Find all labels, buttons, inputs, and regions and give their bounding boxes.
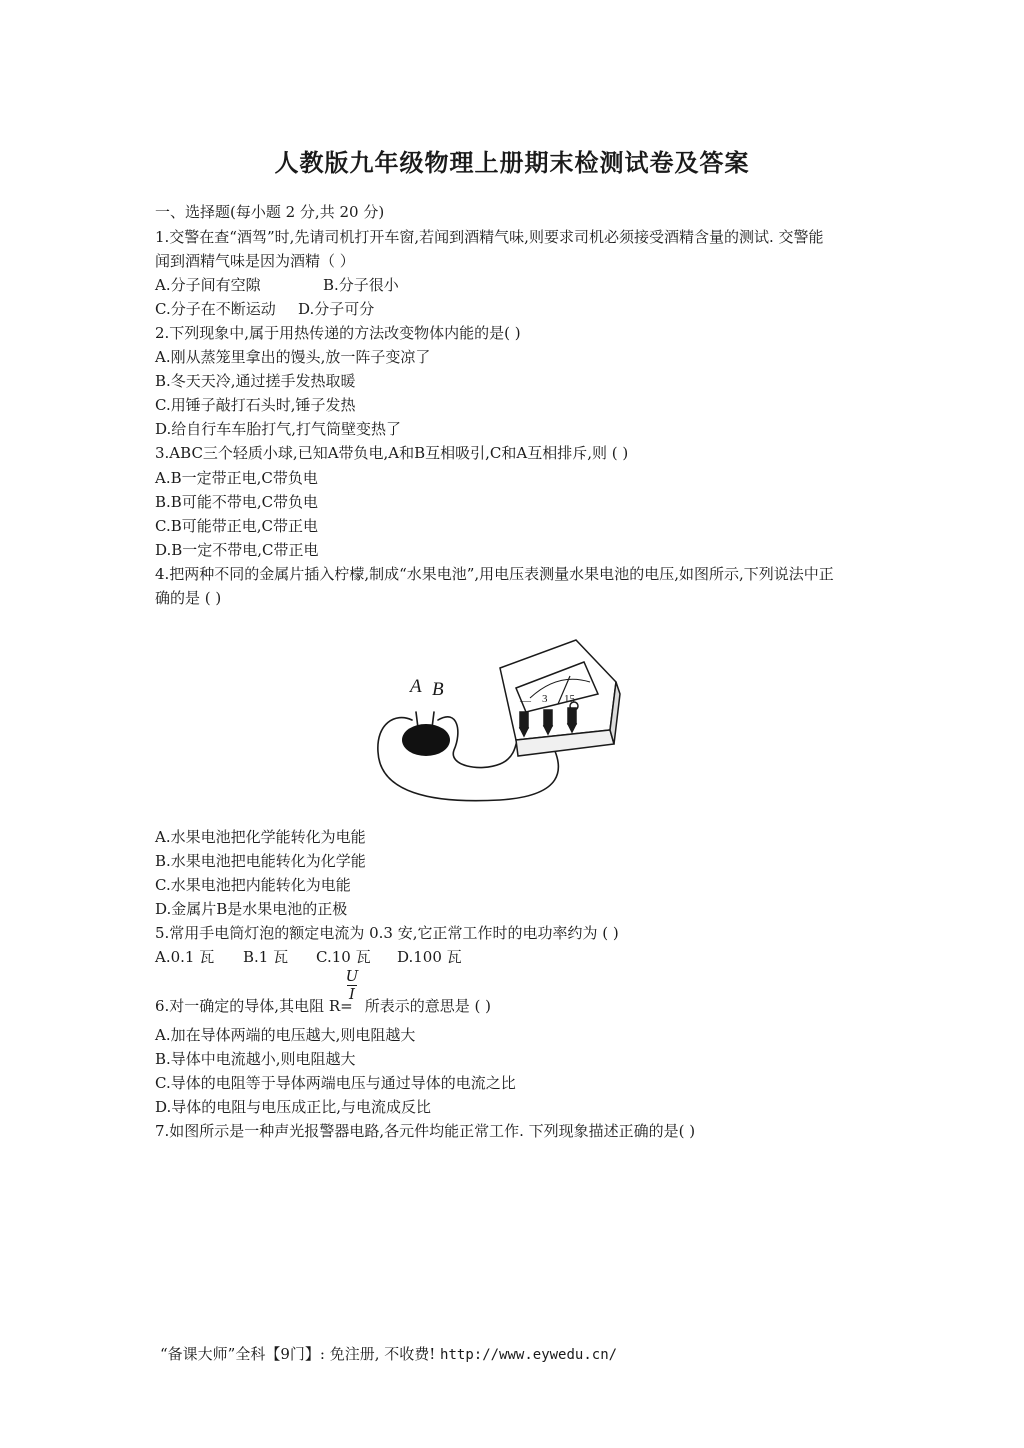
question-5-option-d: D.100 瓦: [397, 948, 462, 966]
question-2-stem: 2.下列现象中,属于用热传递的方法改变物体内能的是( ): [155, 324, 521, 342]
question-4-option-d: D.金属片B是水果电池的正极: [155, 900, 348, 918]
question-3-option-c: C.B可能带正电,C带正电: [155, 517, 318, 535]
scale-label-15: 15: [564, 693, 575, 705]
question-1-options-row1: [155, 275, 399, 295]
question-6-stem-before: 6.对一确定的导体,其电阻 R=: [155, 997, 353, 1015]
question-3-option-b: B.B可能不带电,C带负电: [155, 493, 319, 511]
figure-label-b: B: [432, 679, 444, 700]
scale-label-minus: —: [520, 695, 531, 707]
question-2-option-d: D.给自行车车胎打气,打气筒壁变热了: [155, 420, 402, 438]
page-footer: [160, 1343, 617, 1364]
question-5-stem: 5.常用手电筒灯泡的额定电流为 0.3 安,它正常工作时的电功率约为 ( ): [155, 924, 619, 942]
question-1-option-b: B.分子很小: [323, 276, 399, 294]
footer-text: “备课大师”全科【9门】: 免注册, 不收费!: [160, 1345, 441, 1363]
question-5-option-b: B.1 瓦: [243, 948, 289, 966]
fraction-numerator: U: [345, 967, 359, 985]
question-1-stem-line2: 闻到酒精气味是因为酒精（ ）: [155, 252, 355, 270]
question-2-option-a: A.刚从蒸笼里拿出的馒头,放一阵子变凉了: [155, 348, 431, 366]
question-4-option-a: A.水果电池把化学能转化为电能: [155, 828, 366, 846]
footer-link[interactable]: http://www.eywedu.cn/: [440, 1347, 618, 1363]
question-4-option-b: B.水果电池把电能转化为化学能: [155, 852, 366, 870]
figure-label-a: A: [410, 676, 422, 697]
question-5-option-c: C.10 瓦: [316, 948, 371, 966]
question-4-stem-line2: 确的是 ( ): [155, 589, 222, 607]
question-3-option-a: A.B一定带正电,C带负电: [155, 469, 318, 487]
question-3-option-d: D.B一定不带电,C带正电: [155, 541, 319, 559]
question-2-option-b: B.冬天天冷,通过搓手发热取暖: [155, 372, 356, 390]
question-1-stem-line1: 1.交警在查“酒驾”时,先请司机打开车窗,若闻到酒精气味,则要求司机必须接受酒精含量的测试. 交警能: [155, 228, 824, 246]
question-5-option-a: A.0.1 瓦: [155, 948, 215, 966]
question-6-stem-after: 所表示的意思是 ( ): [364, 997, 491, 1015]
question-1-options-row2: [155, 299, 374, 319]
question-6-option-a: A.加在导体两端的电压越大,则电阻越大: [155, 1026, 416, 1044]
question-2-option-c: C.用锤子敲打石头时,锤子发热: [155, 396, 356, 414]
question-3-stem: 3.ABC三个轻质小球,已知A带负电,A和B互相吸引,C和A互相排斥,则 ( ): [155, 444, 629, 462]
question-1-option-c: C.分子在不断运动: [155, 300, 276, 318]
fruit-battery-voltmeter-figure: [370, 632, 630, 808]
question-6-option-d: D.导体的电阻与电压成正比,与电流成反比: [155, 1098, 432, 1116]
question-7-stem: 7.如图所示是一种声光报警器电路,各元件均能正常工作. 下列现象描述正确的是( ): [155, 1122, 696, 1140]
lemon-icon: [402, 724, 450, 756]
question-5-options: [155, 947, 462, 967]
fraction-denominator: I: [349, 985, 355, 1003]
wire-b: [438, 717, 518, 768]
question-1-option-d: D.分子可分: [298, 300, 375, 318]
section-heading: 一、选择题(每小题 2 分,共 20 分): [155, 203, 385, 221]
question-1-option-a: A.分子间有空隙: [155, 276, 261, 294]
question-4-stem-line1: 4.把两种不同的金属片插入柠檬,制成“水果电池”,用电压表测量水果电池的电压,如图所示,下列说法中正: [155, 565, 834, 583]
question-6-option-b: B.导体中电流越小,则电阻越大: [155, 1050, 356, 1068]
voltmeter-icon: [500, 640, 620, 756]
page-title: 人教版九年级物理上册期末检测试卷及答案: [274, 148, 750, 177]
question-4-option-c: C.水果电池把内能转化为电能: [155, 876, 351, 894]
question-6-stem: [155, 996, 491, 1016]
scale-label-3: 3: [542, 693, 548, 705]
question-6-option-c: C.导体的电阻等于导体两端电压与通过导体的电流之比: [155, 1074, 516, 1092]
